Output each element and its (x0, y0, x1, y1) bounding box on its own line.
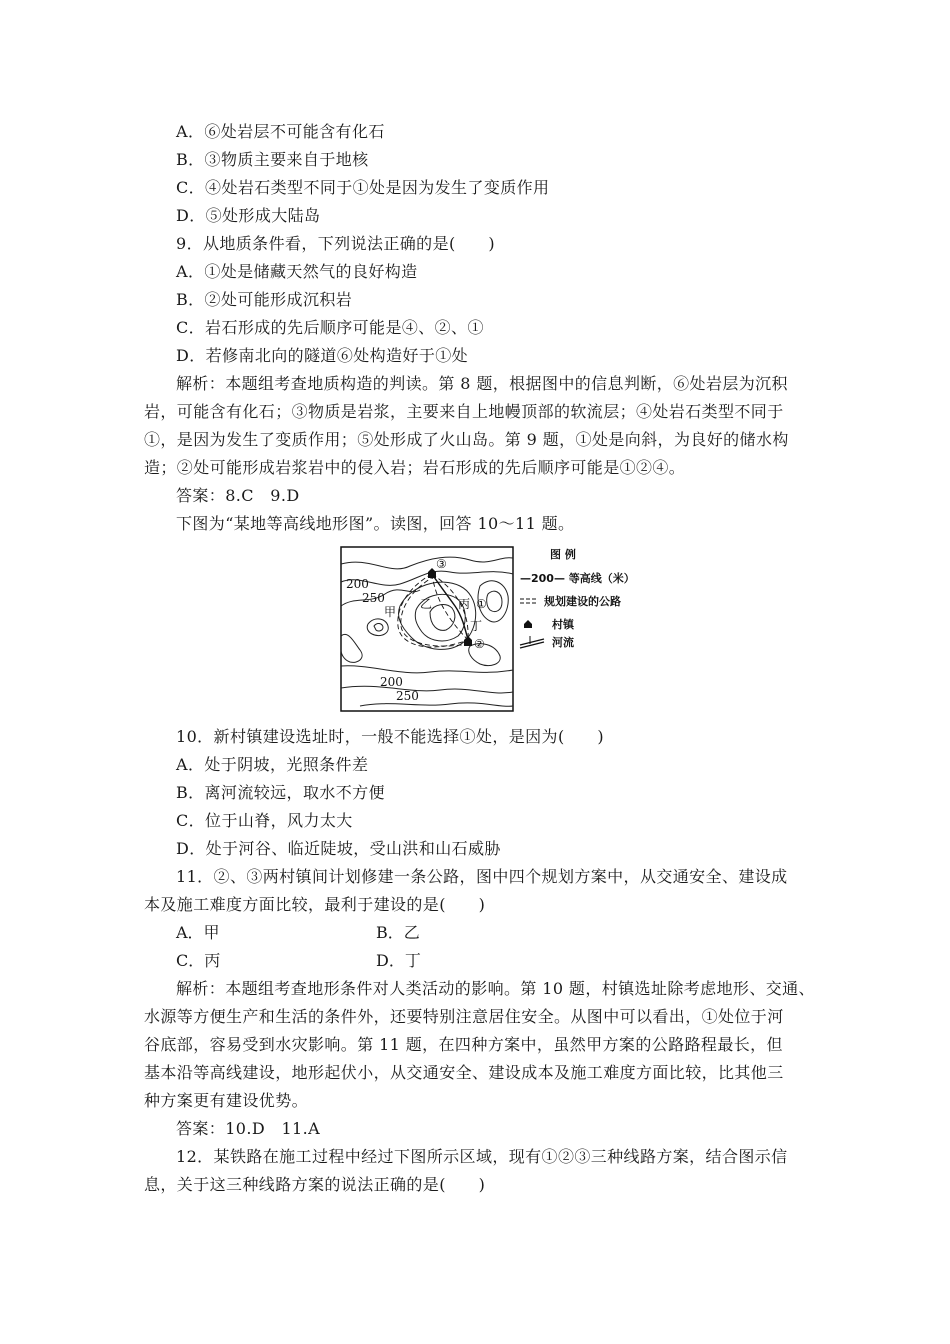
q9-option-a: A．①处是储藏天然气的良好构造 (176, 262, 418, 281)
analysis1-line: 造；②处可能形成岩浆岩中的侵入岩；岩石形成的先后顺序可能是①②④。 (144, 458, 686, 477)
legend-town-icon (524, 620, 532, 628)
q11-stem-line2: 本及施工难度方面比较，最利于建设的是( ) (144, 895, 486, 914)
q9-option-c: C．岩石形成的先后顺序可能是④、②、① (176, 318, 484, 337)
q8-option-b: B．③物质主要来自于地核 (176, 150, 369, 169)
q9-stem: 9．从地质条件看，下列说法正确的是( ) (176, 234, 496, 253)
q10-option-d: D．处于河谷、临近陡坡，受山洪和山石威胁 (176, 839, 501, 858)
contour-map-figure (340, 546, 650, 712)
answer-8-9: 答案：8.C 9.D (176, 486, 300, 505)
analysis2-line: 水源等方便生产和生活的条件外，还要特别注意居住安全。从图中可以看出，①处位于河 (144, 1007, 784, 1026)
analysis1-line: 岩，可能含有化石；③物质是岩浆，主要来自上地幔顶部的软流层；④处岩石类型不同于 (144, 402, 784, 421)
q8-option-c: C．④处岩石类型不同于①处是因为发生了变质作用 (176, 178, 550, 197)
point-label-1: ① (476, 597, 487, 611)
q12-stem-line1: 12．某铁路在施工过程中经过下图所示区域，现有①②③三种线路方案，结合图示信 (176, 1147, 788, 1166)
q9-option-b: B．②处可能形成沉积岩 (176, 290, 353, 309)
analysis1-line: 解析：本题组考查地质构造的判读。第 8 题，根据图中的信息判断，⑥处岩层为沉积 (176, 374, 788, 393)
q12-stem-line2: 息，关于这三种线路方案的说法正确的是( ) (144, 1175, 486, 1194)
figure-intro: 下图为“某地等高线地形图”。读图，回答 10～11 题。 (176, 514, 575, 533)
map-legend (520, 547, 635, 649)
legend-river-symbol (520, 642, 544, 648)
q9-option-d: D．若修南北向的隧道⑥处构造好于①处 (176, 346, 469, 365)
contour-label-200: 200 (380, 675, 403, 689)
contour-label-250: 250 (396, 689, 419, 703)
legend-town: 村镇 (552, 618, 574, 631)
answer-10-11: 答案：10.D 11.A (176, 1119, 321, 1138)
point-label-3: ③ (436, 557, 447, 571)
q11-option-a: A．甲 (176, 923, 220, 942)
analysis2-line: 谷底部，容易受到水灾影响。第 11 题，在四种方案中，虽然甲方案的公路路程最长，但 (144, 1035, 783, 1054)
legend-contour: —200— 等高线（米） (520, 572, 635, 585)
analysis1-line: ①，是因为发生了变质作用；⑤处形成了火山岛。第 9 题，①处是向斜，为良好的储水构 (144, 430, 789, 449)
q11-option-c: C．丙 (176, 951, 221, 970)
legend-river: 河流 (552, 636, 574, 649)
analysis2-line: 基本沿等高线建设，地形起伏小，从交通安全、建设成本及施工难度方面比较，比其他三 (144, 1063, 784, 1082)
label-ding: 丁 (470, 619, 483, 633)
q10-option-b: B．离河流较远，取水不方便 (176, 783, 385, 802)
contour-label-250: 250 (362, 591, 385, 605)
label-yi: 乙 (420, 597, 433, 611)
legend-title: 图 例 (550, 548, 576, 561)
label-bing: 丙 (458, 597, 471, 611)
contour-map-svg (340, 546, 650, 712)
analysis2-line: 解析：本题组考查地形条件对人类活动的影响。第 10 题，村镇选址除考虑地形、交通、 (176, 979, 815, 998)
q8-option-d: D．⑤处形成大陆岛 (176, 206, 321, 225)
q8-option-a: A．⑥处岩层不可能含有化石 (176, 122, 385, 141)
q10-option-a: A．处于阴坡，光照条件差 (176, 755, 369, 774)
legend-road: 规划建设的公路 (544, 595, 621, 608)
q10-stem: 10．新村镇建设选址时，一般不能选择①处，是因为( ) (176, 727, 605, 746)
q11-stem-line1: 11．②、③两村镇间计划修建一条公路，图中四个规划方案中，从交通安全、建设成 (176, 867, 788, 886)
q11-option-b: B．乙 (376, 923, 420, 942)
q10-option-c: C．位于山脊，风力太大 (176, 811, 353, 830)
analysis2-line: 种方案更有建设优势。 (144, 1091, 309, 1110)
q11-option-d: D．丁 (376, 951, 421, 970)
contour-label-200: 200 (346, 577, 369, 591)
label-jia: 甲 (384, 605, 397, 619)
point-label-2: ② (474, 637, 485, 651)
